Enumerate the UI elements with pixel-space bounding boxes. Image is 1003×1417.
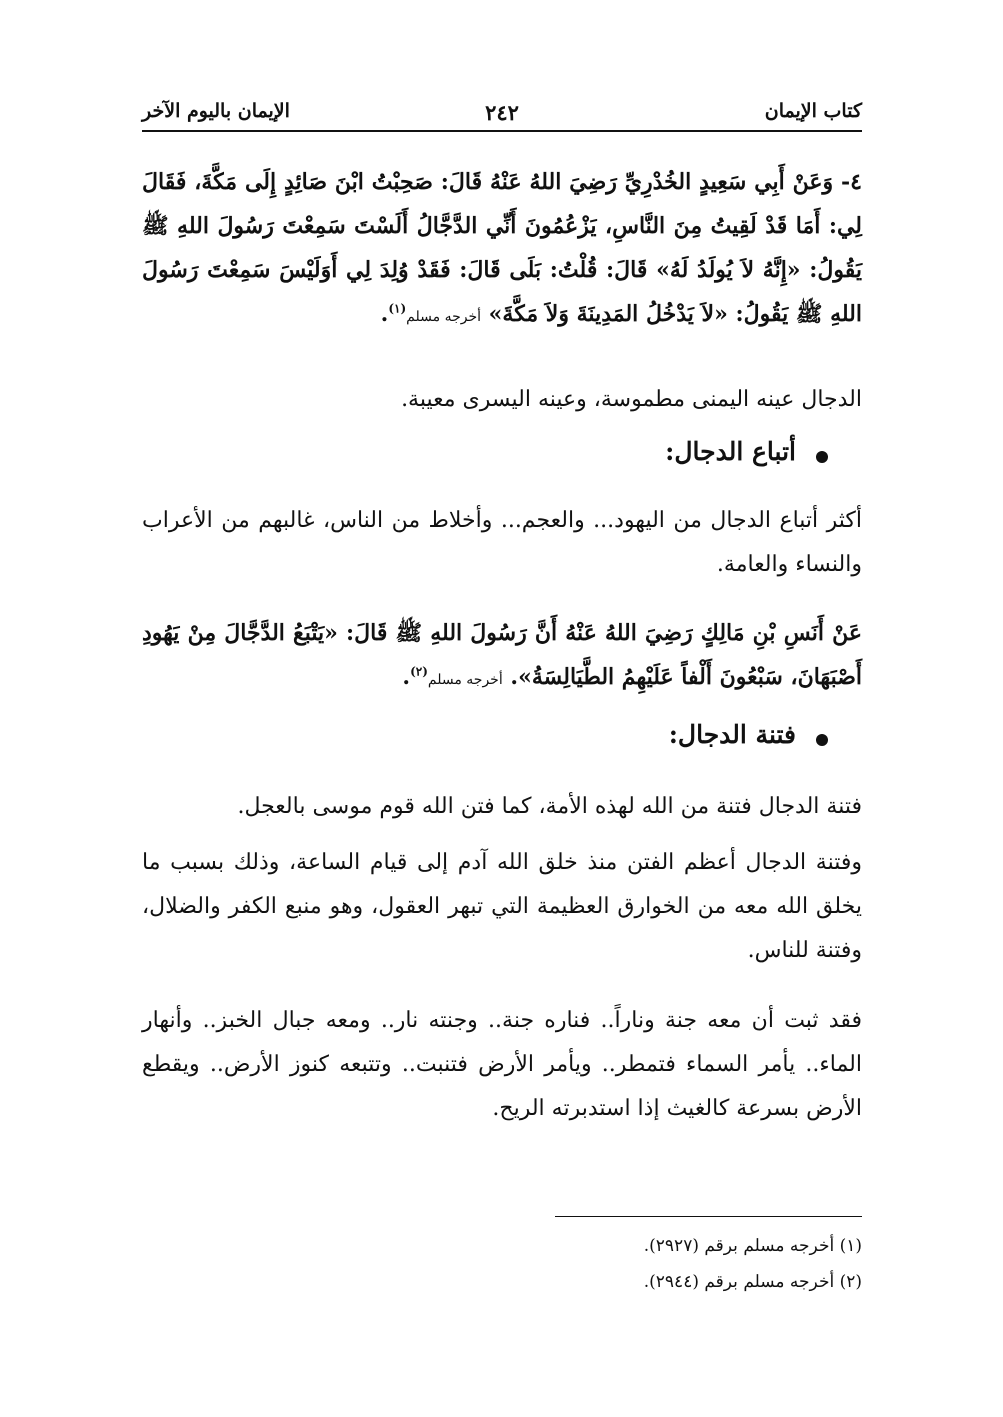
hadith-4-end: . bbox=[380, 301, 389, 327]
fitna-paragraph-2: وفتنة الدجال أعظم الفتن منذ خلق الله آدم إلى قيام الساعة، وذلك بسبب ما يخلق الله معه من الخوارق العظيمة التي تبهر العقول، وهو منبع الكفر والضلال، وفتنة للناس. bbox=[142, 850, 862, 963]
hadith-4-takhrij: أخرجه مسلم bbox=[406, 309, 481, 325]
hadith-4 bbox=[142, 160, 862, 339]
section-title-followers: أتباع الدجال: bbox=[665, 437, 796, 466]
dajjal-eyes-paragraph: الدجال عينه اليمنى مطموسة، وعينه اليسرى معيبة. bbox=[401, 387, 862, 412]
footnote-2: (٢) أخرجه مسلم برقم (٢٩٤٤). bbox=[643, 1272, 862, 1292]
fitna-paragraph-3: فقد ثبت أن معه جنة وناراً.. فناره جنة.. وجنته نار.. ومعه جبال الخبز.. وأنهار الماء.. يأمر السماء فتمطر.. ويأمر الأرض فتنبت.. وتتبعه كنوز الأرض.. ويقطع الأرض بسرعة كالغيث إذا استدبرته الريح. bbox=[142, 1008, 862, 1121]
bullet-icon bbox=[816, 734, 828, 746]
book-title: كتاب الإيمان bbox=[764, 100, 862, 122]
chapter-title: الإيمان باليوم الآخر bbox=[142, 100, 290, 122]
followers-hadith-text: عَنْ أَنَسِ بْنِ مَالِكٍ رَضِيَ اللهُ عَنْهُ أَنَّ رَسُولَ اللهِ ﷺ قَالَ: «يَتْبَعُ الدَّجَّالَ مِنْ يَهُودِ أَصْبَهَانَ، سَبْعُونَ أَلْفاً عَلَيْهِمُ الطَّيَالِسَةُ». bbox=[142, 620, 862, 690]
followers-hadith bbox=[142, 611, 862, 702]
bullet-icon bbox=[816, 451, 828, 463]
followers-hadith-end: . bbox=[402, 664, 411, 690]
footnote-divider bbox=[555, 1216, 862, 1217]
followers-paragraph: أكثر أتباع الدجال من اليهود... والعجم... وأخلاط من الناس، غالبهم من الأعراب والنساء والعامة. bbox=[142, 508, 862, 577]
page-header bbox=[142, 96, 862, 132]
hadith-4-text: ٤- وَعَنْ أَبِي سَعِيدٍ الخُدْرِيِّ رَضِيَ اللهُ عَنْهُ قَالَ: صَحِبْتُ ابْنَ صَائِدٍ إِلَى مَكَّةَ، فَقَالَ لِي: أَمَا قَدْ لَقِيتُ مِنَ النَّاسِ، يَزْعُمُونَ أَنِّي الدَّجَّالُ أَلَسْتَ سَمِعْتَ رَسُولَ اللهِ ﷺ يَقُولُ: «إِنَّهُ لاَ يُولَدُ لَهُ» قَالَ: قُلْتُ: بَلَى قَالَ: فَقَدْ وُلِدَ لِي أَوَلَيْسَ سَمِعْتَ رَسُولَ اللهِ ﷺ يَقُولُ: «لاَ يَدْخُلُ المَدِينَةَ وَلاَ مَكَّةَ» bbox=[142, 169, 862, 327]
footnote-ref-2: (٢) bbox=[410, 664, 428, 679]
footnote-1: (١) أخرجه مسلم برقم (٢٩٢٧). bbox=[643, 1236, 862, 1256]
footnote-ref-1: (١) bbox=[388, 301, 407, 316]
fitna-paragraph-1: فتنة الدجال فتنة من الله لهذه الأمة، كما فتن الله قوم موسى بالعجل. bbox=[237, 794, 862, 819]
section-heading-fitna bbox=[142, 720, 862, 760]
section-title-fitna: فتنة الدجال: bbox=[668, 720, 796, 749]
section-heading-followers bbox=[142, 437, 862, 477]
followers-hadith-takhrij: أخرجه مسلم bbox=[427, 672, 503, 688]
page-number: ٢٤٢ bbox=[485, 100, 519, 125]
